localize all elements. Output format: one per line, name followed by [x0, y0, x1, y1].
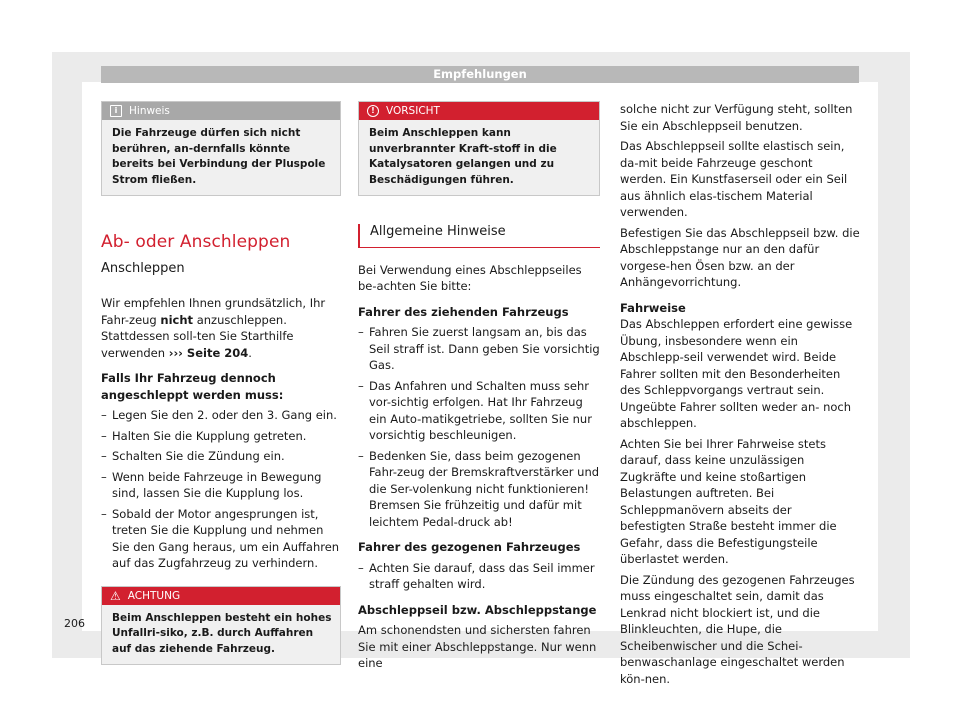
rope-text: Am schonendsten und sichersten fahren Sie mit einer Abschleppstange. Nur wenn eine — [358, 623, 597, 670]
list-item: – Halten Sie die Kupplung getreten. — [101, 428, 307, 443]
cross-reference-arrow-icon: ››› — [168, 345, 183, 360]
list-item: – Sobald der Motor angesprungen ist, treten Sie die Kupplung und nehmen Sie den Gang heraus, um ein Auffahren auf das Zugfahrzeug zu verhindern. — [101, 506, 340, 570]
subsection-title-tow-start: Anschleppen — [101, 260, 185, 276]
hint-text: Die Fahrzeuge dürfen sich nicht berühren, an-dernfalls könnte bereits bei Verbindung der Pluspole Strom fließen. — [112, 127, 326, 186]
right-paragraph-6: Die Zündung des gezogenen Fahrzeuges muss eingeschaltet sein, damit das Lenkrad nicht blockiert ist, und die Blinkleuchten, die Hupe, die Scheibenwischer und die Schei-benwaschanlage eingeschaltet werden kön-nen. — [620, 572, 855, 686]
list-item: – Wenn beide Fahrzeuge in Bewegung sind, lassen Sie die Kupplung los. — [101, 469, 322, 500]
right-paragraph-5: Achten Sie bei Ihrer Fahrweise stets darauf, dass keine unzulässigen Zugkräfte und keine stoßartigen Belastungen auftreten. Bei Schleppmanövern abseits der befestigten Straße besteht immer die Gefahr, dass die Befestigungsteile überlastet werden. — [620, 436, 837, 566]
page-link[interactable]: Seite 204 — [182, 345, 249, 360]
right-paragraph-1: solche nicht zur Verfügung steht, sollten Sie ein Abschleppseil benutzen. — [620, 102, 853, 133]
hint-label: Hinweis — [129, 105, 170, 117]
caution-label: VORSICHT — [386, 105, 440, 117]
left-column — [101, 101, 341, 665]
caution-icon: ! — [367, 105, 379, 117]
list-item: – Schalten Sie die Zündung ein. — [101, 449, 285, 463]
warning-triangle-icon: ⚠ — [110, 588, 121, 603]
rope-heading: Abschleppseil bzw. Abschleppstange — [358, 602, 597, 617]
chapter-header: Empfehlungen — [101, 66, 859, 83]
list-item: – Das Anfahren und Schalten muss sehr vor-sichtig erfolgen. Hat Ihr Fahrzeug ein Auto-matikgetriebe, sollten Sie nur vorsichtig beschleunigen. — [358, 378, 592, 442]
info-icon: i — [110, 105, 122, 117]
hint-box — [101, 101, 341, 196]
middle-column — [358, 101, 600, 672]
middle-intro: Bei Verwendung eines Abschleppseiles be-achten Sie bitte: — [358, 262, 582, 293]
towed-driver-heading: Fahrer des gezogenen Fahrzeuges — [358, 540, 581, 554]
list-item: – Achten Sie darauf, dass das Seil immer straff gehalten wird. — [358, 560, 595, 591]
right-paragraph-4: Das Abschleppen erfordert eine gewisse Übung, insbesondere wenn ein Abschlepp-seil verwendet wird. Beide Fahrer sollten mit den Besonderheiten des Schleppvorgangs vertraut sein. Ungeübte Fahrer sollten weder an- noch abschleppen. — [620, 317, 853, 430]
caution-text: Beim Anschleppen kann unverbrannter Kraft-stoff in die Katalysatoren gelangen und zu Beschädigungen führen. — [369, 127, 557, 186]
steps-list — [101, 407, 341, 572]
warning-box — [101, 586, 341, 666]
warning-box-header — [102, 587, 340, 605]
right-column — [620, 101, 860, 687]
intro-paragraph: Wir empfehlen Ihnen grundsätzlich, Ihr Fahr-zeug nicht anzuschleppen. Stattdessen soll-ten Sie Starthilfe verwenden ››› Seite 204. — [101, 296, 326, 360]
section-title-general-notes: Allgemeine Hinweise — [358, 224, 600, 248]
driving-heading: Fahrweise — [620, 300, 686, 315]
case-heading: Falls Ihr Fahrzeug dennoch angeschleppt werden muss: — [101, 371, 284, 402]
list-item: – Fahren Sie zuerst langsam an, bis das Seil straff ist. Dann geben Sie vorsichtig Gas. — [358, 325, 600, 372]
caution-box — [358, 101, 600, 196]
warning-label: ACHTUNG — [127, 589, 181, 602]
list-item: – Legen Sie den 2. oder den 3. Gang ein. — [101, 408, 337, 422]
towing-driver-heading: Fahrer des ziehenden Fahrzeugs — [358, 304, 569, 319]
warning-text: Beim Anschleppen besteht ein hohes Unfallri-siko, z.B. durch Auffahren auf das ziehende Fahrzeug. — [112, 611, 332, 655]
caution-box-header — [359, 102, 599, 120]
hint-box-header — [102, 102, 340, 120]
section-title-towing: Ab- oder Anschleppen — [101, 232, 291, 252]
right-paragraph-3: Befestigen Sie das Abschleppseil bzw. die Abschleppstange nur an den dafür vorgese-hen Ösen bzw. an der Anhängevorrichtung. — [620, 225, 860, 289]
right-paragraph-2: Das Abschleppseil sollte elastisch sein, da-mit beide Fahrzeuge geschont werden. Ein Kunstfaserseil oder ein Seil aus ähnlich elas-tischem Material verwenden. — [620, 139, 848, 219]
list-item: – Bedenken Sie, dass beim gezogenen Fahr-zeug der Bremskraftverstärker und die Ser-volenkung nicht funktionieren! Bremsen Sie frühzeitig und dafür mit leichtem Pedal-druck ab! — [358, 448, 600, 529]
page-number: 206 — [64, 617, 85, 630]
